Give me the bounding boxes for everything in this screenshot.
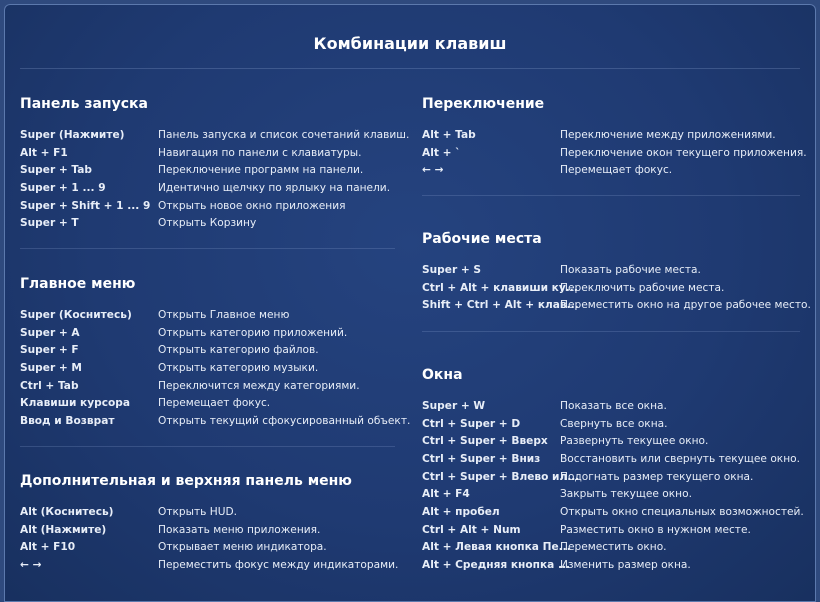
- shortcut-row: [422, 397, 800, 415]
- shortcut-key: Shift + Ctrl + Alt + клав...: [422, 299, 579, 312]
- section-divider: [20, 248, 395, 249]
- shortcut-row: [20, 521, 395, 539]
- shortcut-list: [20, 503, 399, 574]
- shortcut-key: Ctrl + Super + Вниз: [422, 452, 541, 465]
- shortcut-key: Super + Shift + 1 ... 9: [20, 199, 151, 212]
- shortcut-row: [422, 126, 800, 144]
- shortcut-row: [20, 161, 395, 179]
- shortcut-key: Super + 1 ... 9: [20, 181, 106, 194]
- shortcut-description: Открыть текущий сфокусированный объект.: [158, 414, 411, 427]
- shortcut-row: [422, 468, 800, 486]
- shortcut-description: Идентично щелчку по ярлыку на панели.: [158, 181, 391, 194]
- shortcut-description: Переместить фокус между индикаторами.: [158, 558, 399, 571]
- shortcut-key: Ввод и Возврат: [20, 414, 115, 427]
- shortcut-description: Изменить размер окна.: [560, 559, 691, 572]
- shortcut-key: Alt + Tab: [422, 128, 476, 141]
- shortcut-key: Ctrl + Alt + Num: [422, 523, 521, 536]
- shortcut-key: Super + A: [20, 326, 80, 339]
- shortcut-description: Восстановить или свернуть текущее окно.: [560, 452, 800, 465]
- shortcut-row: [20, 306, 395, 324]
- shortcut-description: Открыть категорию приложений.: [158, 326, 348, 339]
- shortcut-key: Ctrl + Tab: [20, 379, 79, 392]
- section-title: Главное меню: [20, 276, 136, 292]
- shortcut-list: [20, 126, 410, 232]
- section-windows: [422, 365, 804, 574]
- shortcut-key: Super + F: [20, 344, 79, 357]
- shortcut-key: Super (Коснитесь): [20, 308, 132, 321]
- shortcut-row: [422, 485, 800, 503]
- title-divider: [20, 68, 800, 69]
- shortcut-row: [20, 126, 410, 144]
- shortcut-description: Переключение окон текущего приложения.: [560, 146, 807, 159]
- shortcut-key: Ctrl + Alt + клавиши ку...: [422, 281, 578, 294]
- shortcut-row: [422, 539, 800, 557]
- shortcut-key: ← →: [20, 558, 42, 571]
- shortcut-key: Alt (Коснитесь): [20, 505, 114, 518]
- shortcut-key: Alt + F10: [20, 541, 76, 554]
- shortcut-row: [20, 341, 395, 359]
- shortcut-description: Открыть новое окно приложения: [158, 199, 346, 212]
- shortcut-list: [422, 126, 807, 179]
- shortcut-key: Super + Tab: [20, 164, 93, 177]
- shortcut-row: [20, 377, 395, 395]
- shortcut-description: Свернуть все окна.: [560, 417, 668, 430]
- shortcut-list: [20, 306, 411, 430]
- shortcut-key: Super + M: [20, 361, 82, 374]
- shortcut-key: Ctrl + Super + D: [422, 417, 521, 430]
- section-workspaces: [422, 229, 811, 314]
- shortcut-row: [422, 279, 800, 297]
- shortcut-description: Открывает меню индикатора.: [158, 541, 327, 554]
- shortcut-row: [422, 521, 800, 539]
- shortcut-key: Alt (Нажмите): [20, 523, 107, 536]
- shortcut-description: Подогнать размер текущего окна.: [560, 470, 754, 483]
- section-title: Рабочие места: [422, 231, 542, 247]
- shortcut-list: [422, 261, 811, 314]
- shortcut-key: Ctrl + Super + Влево ил...: [422, 470, 580, 483]
- shortcut-description: Панель запуска и список сочетаний клавиш.: [158, 128, 410, 141]
- shortcut-description: Навигация по панели с клавиатуры.: [158, 146, 362, 159]
- section-title: Окна: [422, 367, 463, 383]
- shortcut-row: [20, 412, 411, 430]
- section-title: Панель запуска: [20, 96, 148, 112]
- shortcut-description: Переместить окно на другое рабочее место.: [560, 299, 811, 312]
- shortcut-row: [422, 556, 800, 574]
- shortcut-key: Super + W: [422, 399, 486, 412]
- shortcut-row: [20, 197, 395, 215]
- shortcut-key: Alt + Средняя кнопка ...: [422, 559, 571, 572]
- shortcut-row: [422, 261, 800, 279]
- section-divider: [422, 331, 800, 332]
- shortcut-row: [422, 432, 800, 450]
- shortcut-key: Alt + F4: [422, 488, 470, 501]
- shortcut-row: [20, 324, 395, 342]
- shortcut-description: Открыть Корзину: [158, 217, 257, 230]
- shortcut-description: Показать все окна.: [560, 399, 667, 412]
- shortcut-description: Показать рабочие места.: [560, 263, 701, 276]
- shortcut-description: Открыть категорию музыки.: [158, 361, 319, 374]
- shortcut-key: Alt + F1: [20, 146, 68, 159]
- shortcut-row: [20, 214, 395, 232]
- shortcut-row: [20, 556, 399, 574]
- shortcut-row: [422, 296, 811, 314]
- shortcut-key: Ctrl + Super + Вверх: [422, 435, 548, 448]
- shortcut-key: Super + T: [20, 217, 79, 230]
- shortcut-row: [20, 394, 395, 412]
- shortcut-description: Открыть окно специальных возможностей.: [560, 505, 804, 518]
- shortcut-description: Переключится между категориями.: [158, 379, 360, 392]
- shortcut-description: Переключить рабочие места.: [560, 281, 725, 294]
- section-dash: [20, 274, 411, 430]
- shortcut-key: Super (Нажмите): [20, 128, 125, 141]
- section-divider: [20, 446, 395, 447]
- shortcut-description: Перемещает фокус.: [560, 164, 673, 177]
- shortcut-description: Закрыть текущее окно.: [560, 488, 692, 501]
- shortcut-key: Alt + Левая кнопка Пе...: [422, 541, 571, 554]
- shortcut-row: [422, 161, 800, 179]
- shortcut-row: [422, 503, 804, 521]
- shortcut-row: [20, 503, 395, 521]
- shortcut-description: Переместить окно.: [560, 541, 667, 554]
- shortcut-row: [422, 415, 800, 433]
- section-title: Переключение: [422, 96, 545, 112]
- section-hud: [20, 471, 399, 574]
- section-divider: [422, 195, 800, 196]
- section-switching: [422, 94, 807, 179]
- shortcut-key: ← →: [422, 164, 444, 177]
- shortcut-description: Открыть категорию файлов.: [158, 344, 319, 357]
- shortcuts-window: [4, 4, 816, 602]
- shortcut-row: [20, 144, 395, 162]
- section-title: Дополнительная и верхняя панель меню: [20, 473, 352, 489]
- shortcut-description: Разместить окно в нужном месте.: [560, 523, 751, 536]
- shortcut-description: Переключение между приложениями.: [560, 128, 776, 141]
- shortcut-description: Открыть Главное меню: [158, 308, 290, 321]
- shortcut-row: [422, 144, 807, 162]
- section-launcher: [20, 94, 410, 232]
- shortcut-description: Перемещает фокус.: [158, 397, 271, 410]
- shortcut-description: Развернуть текущее окно.: [560, 435, 709, 448]
- shortcut-description: Показать меню приложения.: [158, 523, 321, 536]
- shortcut-key: Клавиши курсора: [20, 397, 131, 410]
- shortcut-row: [20, 359, 395, 377]
- shortcut-description: Переключение программ на панели.: [158, 164, 364, 177]
- shortcut-key: Alt + `: [422, 146, 461, 159]
- shortcut-row: [422, 450, 800, 468]
- shortcut-row: [20, 538, 395, 556]
- shortcut-list: [422, 397, 804, 574]
- shortcut-key: Alt + пробел: [422, 505, 500, 518]
- window-title: Комбинации клавиш: [313, 34, 507, 53]
- shortcut-key: Super + S: [422, 263, 482, 276]
- shortcut-row: [20, 179, 395, 197]
- shortcut-description: Открыть HUD.: [158, 505, 238, 518]
